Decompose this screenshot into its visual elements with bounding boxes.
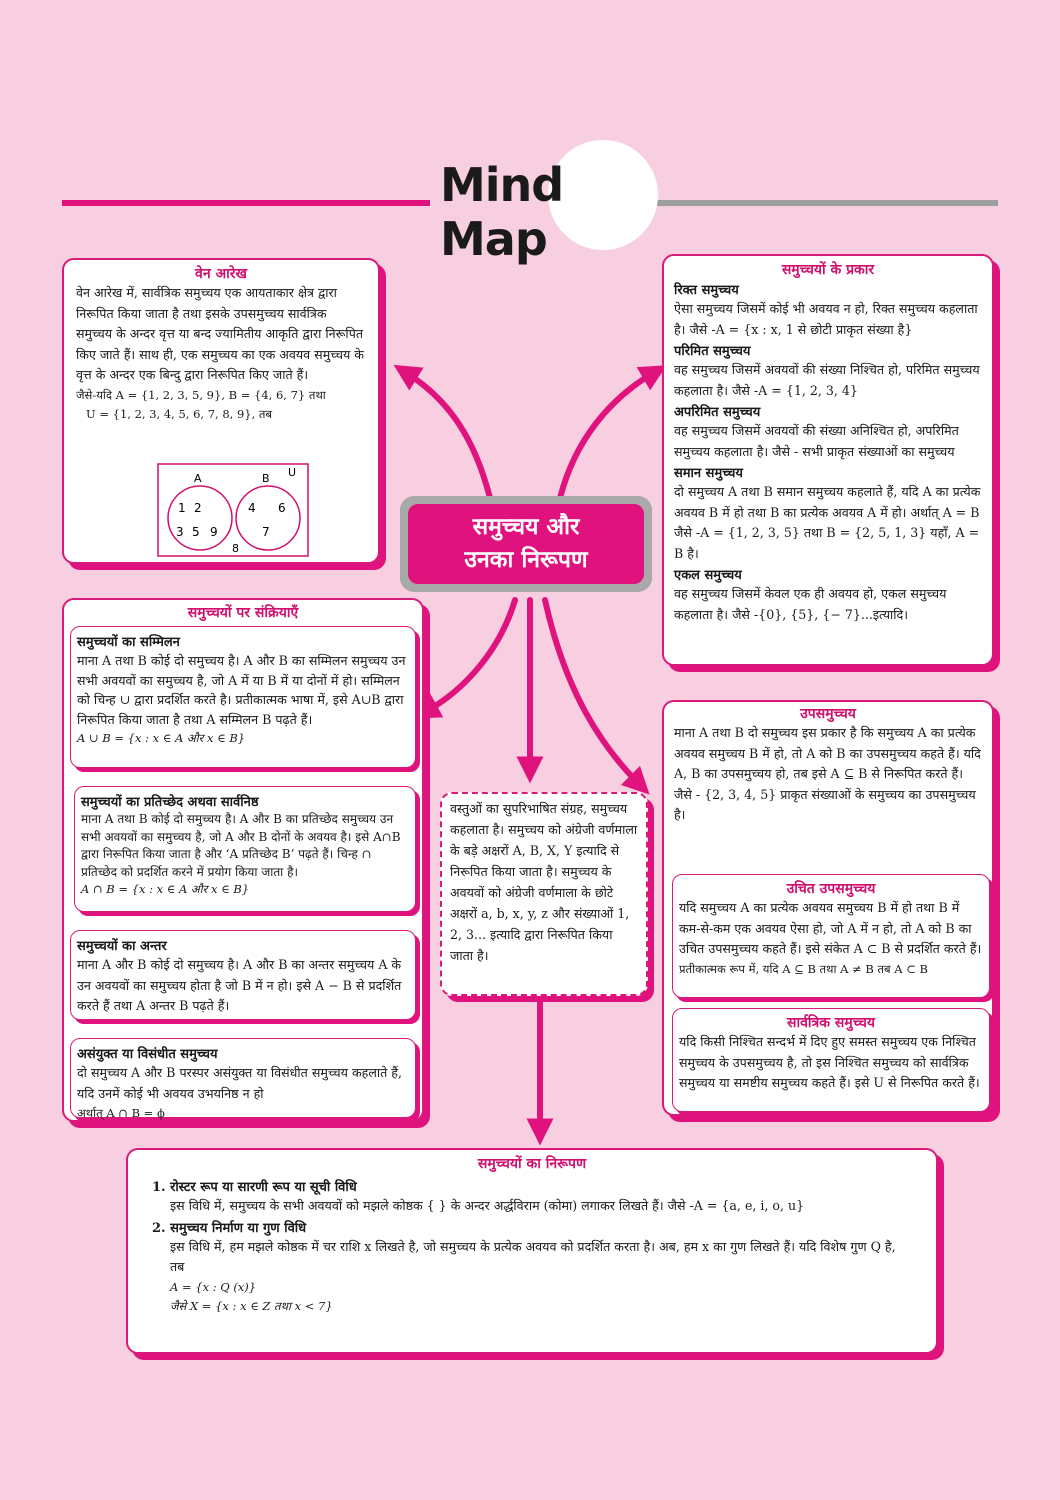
venn-b-el-2: 6 xyxy=(278,501,286,515)
universal-set-text: यदि किसी निश्चित सन्दर्भ में दिए हुए समस्त समुच्चय एक निश्चित समुच्चय के उपसमुच्चय है, तो इस निश्चित समुच्चय को सार्वत्रिक समुच्चय या समष्टीय समुच्चय कहते हैं। इसे U से निरूपित करते हैं। xyxy=(679,1034,980,1090)
venn-diagram xyxy=(156,462,316,562)
venn-a-el-3: 3 xyxy=(176,525,184,539)
intersection-box xyxy=(74,786,416,912)
venn-title: वेन आरेख xyxy=(195,266,247,282)
intersection-formula: A ∩ B = {x : x ∈ A और x ∈ B} xyxy=(81,882,250,896)
disjoint-heading: असंयुक्त या विसंधीत समुच्चय xyxy=(77,1047,218,1062)
venn-a-el-2: 2 xyxy=(194,501,202,515)
builder-formula-2: जैसे X = {x : x ∈ Z तथा x < 7} xyxy=(170,1298,333,1313)
venn-box xyxy=(62,258,380,564)
venn-label-a: A xyxy=(194,472,202,485)
union-heading: समुच्चयों का सम्मिलन xyxy=(77,635,180,650)
type-empty-text: ऐसा समुच्चय जिसमें कोई भी अवयव न हो, रिक्त समुच्चय कहलाता है। जैसे -A = {x : x, 1 से छोटी प्राकृत संख्या है} xyxy=(674,301,978,337)
operations-title: समुच्चयों पर संक्रियाएँ xyxy=(187,605,299,621)
venn-example-2: U = {1, 2, 3, 4, 5, 6, 7, 8, 9}, तब xyxy=(86,406,273,421)
type-finite xyxy=(674,341,982,401)
type-finite-heading: परिमित समुच्चय xyxy=(674,344,751,359)
difference-box xyxy=(70,930,416,1020)
builder-text: इस विधि में, हम मझले कोष्ठक में चर राशि x लिखते है, जो समुच्चय के प्रत्येक अवयव को प्रदर्शित करता है। अब, हम x का गुण लिखते हैं। यदि विशेष गुण Q है, तब xyxy=(170,1238,896,1274)
type-singleton-heading: एकल समुच्चय xyxy=(674,568,742,583)
venn-text: वेन आरेख में, सार्वत्रिक समुच्चय एक आयताकार क्षेत्र द्वारा निरूपित किया जाता है तथा इसके उपसमुच्चय सार्वत्रिक समुच्चय के अन्दर वृत्त या बन्द ज्यामितीय आकृति द्वारा निरूपित किए जाते हैं। साथ ही, एक समुच्चय का एक अवयव समुच्चय के वृत्त के अन्दर एक बिन्दु द्वारा निरूपित किए जाते हैं। xyxy=(76,285,364,382)
type-infinite-text: वह समुच्चय जिसमें अवयवों की संख्या अनिश्चित हो, अपरिमित समुच्चय कहलाता है। जैसे - सभी प्राकृत संख्याओं का समुच्चय xyxy=(674,423,959,459)
type-empty-heading: रिक्त समुच्चय xyxy=(674,283,739,298)
disjoint-formula: अर्थात् A ∩ B = ϕ xyxy=(77,1106,165,1120)
representation-box xyxy=(126,1148,938,1354)
type-empty xyxy=(674,280,982,340)
type-finite-text: वह समुच्चय जिसमें अवयवों की संख्या निश्चित हो, परिमित समुच्चय कहलाता है। जैसे -A = {1, 2, 3, 4} xyxy=(674,362,980,398)
definition-text: वस्तुओं का सुपरिभाषित संग्रह, समुच्चय कहलाता है। समुच्चय को अंग्रेजी वर्णमाला के बड़े अक्षरों A, B, X, Y इत्यादि से निरूपित किया जाता है। समुच्चय के अवयवों को अंग्रेजी वर्णमाला के छोटे अक्षरों a, b, x, y, z और संख्याओं 1, 2, 3... इत्यादि द्वारा निरूपित किया जाता है। xyxy=(450,801,638,963)
builder-heading: 2. समुच्चय निर्माण या गुण विधि xyxy=(152,1220,307,1236)
type-equal-text: दो समुच्चय A तथा B समान समुच्चय कहलाते हैं, यदि A का प्रत्येक अवयव B में हो तथा B का प्रत्येक अवयव A में हो। अर्थात् A = B जैसे -A = {1, 2, 3, 5} तथा B = {2, 5, 1, 3} यहाँ, A = B है। xyxy=(674,484,981,561)
roster-heading: 1. रोस्टर रूप या सारणी रूप या सूची विधि xyxy=(152,1180,357,1195)
proper-subset-box xyxy=(672,874,990,998)
subset-box xyxy=(662,700,994,1116)
types-title: समुच्चयों के प्रकार xyxy=(781,262,875,278)
venn-a-el-4: 5 xyxy=(192,525,200,539)
difference-heading: समुच्चयों का अन्तर xyxy=(77,939,167,954)
venn-a-el-1: 1 xyxy=(178,501,186,515)
type-equal xyxy=(674,463,982,564)
difference-text: माना A और B कोई दो समुच्चय है। A और B का अन्तर समुच्चय A के उन अवयवों का समुच्चय होता है जो B में न हो। इसे A − B से प्रदर्शित करते हैं तथा A अन्तर B पढ़ते हैं। xyxy=(77,957,402,1013)
page-title: Mind Map xyxy=(440,158,564,266)
union-box xyxy=(70,626,416,768)
center-line-2: उनका निरूपण xyxy=(464,547,588,573)
subset-title: उपसमुच्चय xyxy=(800,706,856,722)
type-singleton xyxy=(674,565,982,625)
intersection-text: माना A तथा B कोई दो समुच्चय है। A और B का प्रतिच्छेद समुच्चय उन सभी अवयवों का समुच्चय है, जो A और B दोनों के अवयव है। इसे A∩B द्वारा निरूपित किया जाता है और ‘A प्रतिच्छेद B’ पढ़ते हैं। चिन्ह ∩ प्रतिच्छेद को प्रदर्शित करने में प्रयोग किया जाता है। xyxy=(81,812,401,879)
intersection-heading: समुच्चयों का प्रतिच्छेद अथवा सार्वनिष्ठ xyxy=(81,795,259,810)
proper-subset-title: उचित उपसमुच्चय xyxy=(786,881,876,897)
builder-formula-1: A = {x : Q (x)} xyxy=(170,1279,257,1294)
venn-example-1: जैसे-यदि A = {1, 2, 3, 5, 9}, B = {4, 6, 7} तथा xyxy=(76,387,326,402)
venn-b-el-1: 4 xyxy=(248,501,256,515)
venn-outside: 8 xyxy=(232,542,239,555)
types-box xyxy=(662,254,994,666)
type-infinite xyxy=(674,402,982,462)
union-formula: A ∪ B = {x : x ∈ A और x ∈ B} xyxy=(77,731,246,745)
type-infinite-heading: अपरिमित समुच्चय xyxy=(674,405,761,420)
venn-a-el-5: 9 xyxy=(210,525,218,539)
roster-text: इस विधि में, समुच्चय के सभी अवयवों को मझले कोष्ठक { } के अन्दर अर्द्धविराम (कोमा) लगाकर लिखते हैं। जैसे -A = {a, e, i, o, u} xyxy=(170,1198,805,1213)
disjoint-text: दो समुच्चय A और B परस्पर असंयुक्त या विसंधीत समुच्चय कहलाते हैं, यदि उनमें कोई भी अवयव उभयनिष्ठ न हो xyxy=(77,1065,402,1101)
venn-label-b: B xyxy=(262,472,270,485)
definition-box xyxy=(440,792,648,996)
proper-subset-formula: प्रतीकात्मक रूप में, यदि A ⊆ B तथा A ≠ B तब A ⊂ B xyxy=(679,961,928,976)
venn-label-u: U xyxy=(288,466,297,479)
representation-title: समुच्चयों का निरूपण xyxy=(477,1156,587,1172)
center-node xyxy=(408,504,644,584)
operations-box xyxy=(62,598,424,1122)
universal-set-title: सार्वत्रिक समुच्चय xyxy=(787,1015,875,1031)
disjoint-box xyxy=(70,1038,416,1118)
type-equal-heading: समान समुच्चय xyxy=(674,466,743,481)
type-singleton-text: वह समुच्चय जिसमें केवल एक ही अवयव हो, एकल समुच्चय कहलाता है। जैसे -{0}, {5}, {− 7}...इत्यादि। xyxy=(674,586,947,622)
union-text: माना A तथा B कोई दो समुच्चय है। A और B का सम्मिलन समुच्चय उन सभी अवयवों का समुच्चय है, जो A में या B में या दोनों में हो। सम्मिलन को चिन्ह ∪ द्वारा प्रदर्शित करते है। प्रतीकात्मक भाषा में, इसे A∪B द्वारा निरूपित किया जाता है तथा A सम्मिलन B पढ़ते हैं। xyxy=(77,653,406,727)
center-line-1: समुच्चय और xyxy=(472,514,580,540)
universal-set-box xyxy=(672,1008,990,1112)
proper-subset-text: यदि समुच्चय A का प्रत्येक अवयव समुच्चय B में हो तथा B में कम-से-कम एक अवयव ऐसा हो, जो A में न हो, तो A को B का उचित उपसमुच्चय कहते हैं। इसे संकेत A ⊂ B से प्रदर्शित करते हैं। xyxy=(679,900,982,956)
subset-text: माना A तथा B दो समुच्चय इस प्रकार है कि समुच्चय A का प्रत्येक अवयव समुच्चय B में हो, तो A को B का उपसमुच्चय कहते हैं। यदि A, B का उपसमुच्चय हो, तब इसे A ⊆ B से निरूपित करते हैं। जैसे - {2, 3, 4, 5} प्राकृत संख्याओं के समुच्चय का उपसमुच्चय है। xyxy=(674,725,981,822)
venn-b-el-3: 7 xyxy=(262,525,270,539)
